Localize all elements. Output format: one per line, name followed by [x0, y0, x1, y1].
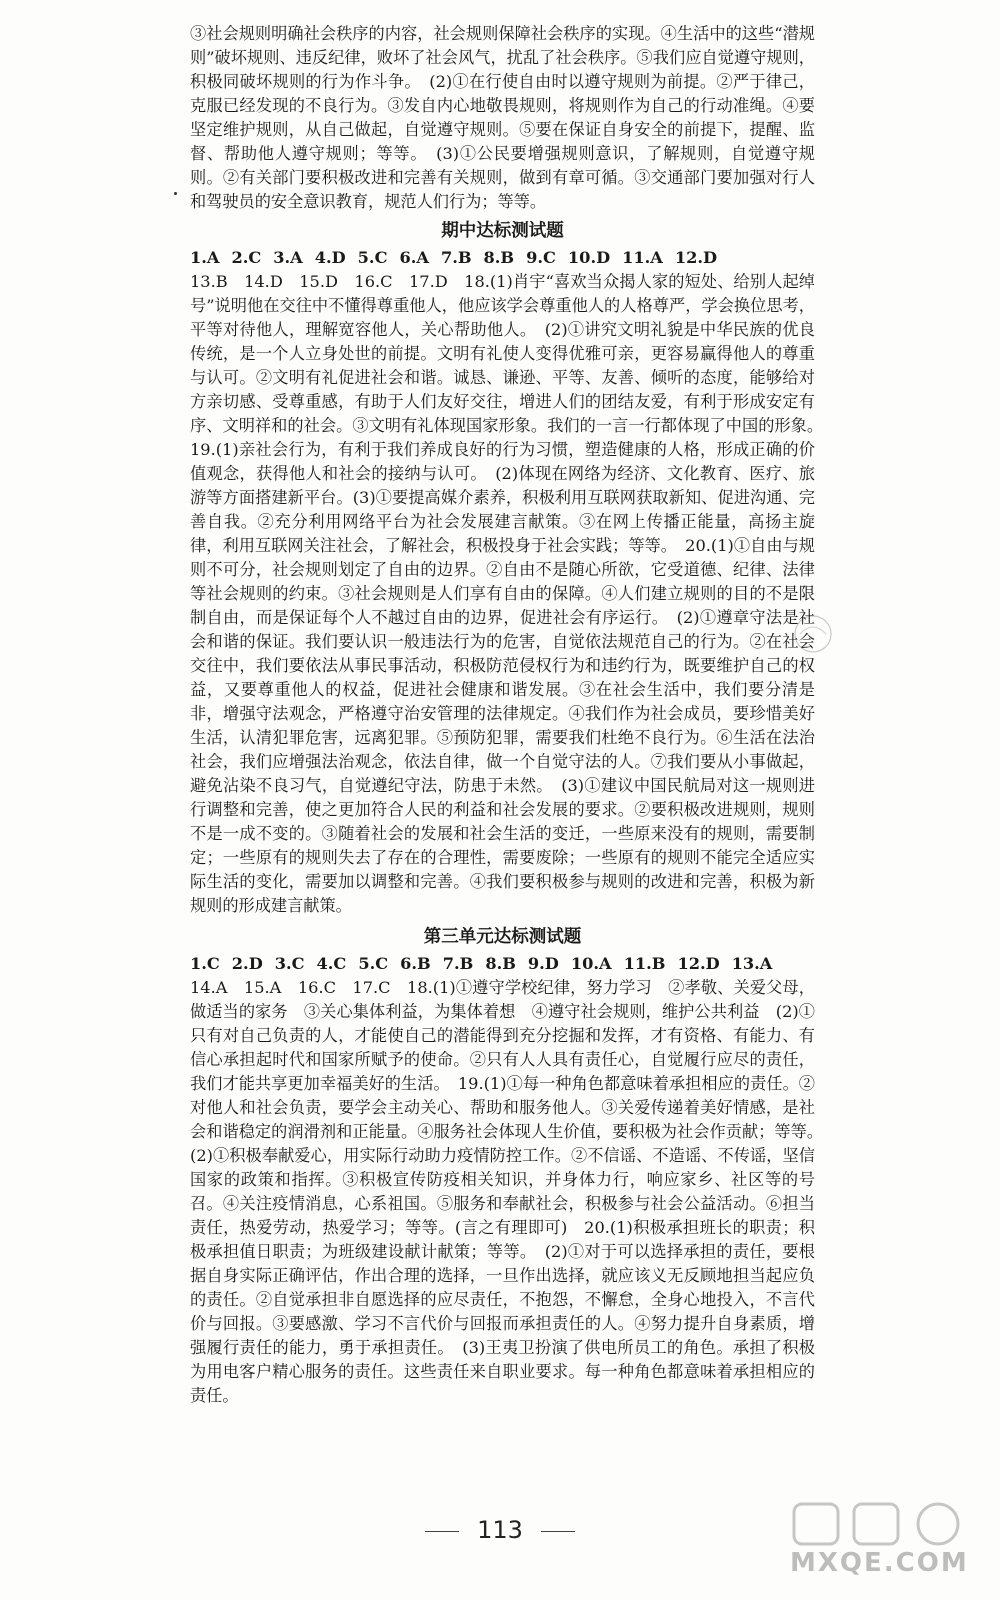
midterm-answer-body: 13.B 14.D 15.D 16.C 17.D 18.(1)肖宇“喜欢当众揭人家的短处、给别人起绰号”说明他在交往中不懂得尊重他人，他应该学会尊重他人的人格尊严，学会换位思考，平等对待他人，理解宽容他人，关心帮助他人。 (2)①讲究文明礼貌是中华民族的优良传统，是一个人立身处世的前提。文明有礼使人变得优雅可亲，更容易赢得他人的尊重与认可。②文明有礼促进社会和谐。诚恳、谦逊、平等、友善、倾听的态度，能够给对方亲切感、受尊重感，有助于人们友好交往，增进人们的团结友爱，有利于形成安定有序、文明祥和的社会。③文明有礼体现国家形象。我们的一言一行都体现了中国的形象。 19.(1)亲社会行为，有利于我们养成良好的行为习惯，塑造健康的人格，形成正确的价值观念，获得他人和社会的接纳与认可。 (2)体现在网络为经济、文化教育、医疗、旅游等方面搭建新平台。(3)①要提高媒介素养，积极利用互联网获取新知、促进沟通、完善自我。②充分利用网络平台为社会发展建言献策。③在网上传播正能量，高扬主旋律，利用互联网关注社会，了解社会，积极投身于社会实践；等等。 20.(1)①自由与规则不可分，社会规则划定了自由的边界。②自由不是随心所欲，它受道德、纪律、法律等社会规则的约束。③社会规则是人们享有自由的保障。④人们建立规则的目的不是限制自由，而是保证每个人不越过自由的边界，促进社会有序运行。 (2)①遵章守法是社会和谐的保证。我们要认识一般违法行为的危害，自觉依法规范自己的行为。②在社会交往中，我们要依法从事民事活动，积极防范侵权行为和违约行为，既要维护自己的权益，又要尊重他人的权益，促进社会健康和谐发展。③在社会生活中，我们要分清是非，增强守法观念，严格遵守治安管理的法律规定。④我们作为社会成员，要珍惜美好生活，认清犯罪危害，远离犯罪。⑤预防犯罪，需要我们杜绝不良行为。⑥生活在法治社会，我们应增强法治观念，依法自律，做一个自觉守法的人。⑦我们要从小事做起，避免沾染不良习气，自觉遵纪守法，防患于未然。 (3)①建议中国民航局对这一规则进行调整和完善，使之更加符合人民的利益和社会发展的要求。②要积极改进规则，规则不是一成不变的。③随着社会的发展和社会生活的变迁，一些原来没有的规则，需要制定；一些原有的规则失去了存在的合理性，需要废除；一些原有的规则不能完全适应实际生活的变化，需要加以调整和完善。④我们要积极参与规则的改进和完善，积极为新规则的形成建言献策。	[190, 272, 832, 915]
midterm-test-title: 期中达标测试题	[441, 221, 564, 241]
mc-answer: 2.D	[231, 954, 263, 973]
unit3-answer-body: 14.A 15.A 16.C 17.C 18.(1)①遵守学校纪律，努力学习 ②孝敬、关爱父母，做适当的家务 ③关心集体利益，为集体着想 ④遵守社会规则，维护公共利益 (2)①只有对自己负责的人，才能使自己的潜能得到充分挖掘和发挥，才有资格、有能力、有信心承担起时代和国家所赋予的使命。②只有人人具有责任心，自觉履行应尽的责任，我们才能共享更加幸福美好的生活。 19.(1)①每一种角色都意味着承担相应的责任。②对他人和社会负责，要学会主动关心、帮助和服务他人。③关爱传递着美好情感，是社会和谐稳定的润滑剂和正能量。④服务社会体现人生价值，要积极为社会作贡献；等等。 (2)①积极奉献爱心，用实际行动助力疫情防控工作。②不信谣、不造谣、不传谣，坚信国家的政策和指挥。③积极宣传防疫相关知识，并身体力行，响应家乡、社区等的号召。④关注疫情消息，心系祖国。⑤服务和奉献社会，积极参与社会公益活动。⑥担当责任，热爱劳动，热爱学习；等等。(言之有理即可) 20.(1)积极承担班长的职责；积极承担值日职责；为班级建设献计献策；等等。 (2)①对于可以选择承担的责任，要根据自身实际正确评估，作出合理的选择，一旦作出选择，就应该义无反顾地担当起应负的责任。②自觉承担非自愿选择的应尽责任，不抱怨，不懈怠，全身心地投入，不言代价与回报。③要感激、学习不言代价与回报而承担责任的人。④努力提升自身素质，增强履行责任的能力，勇于承担责任。 (3)王夷卫扮演了供电所员工的角色。承担了积极为用电客户精心服务的责任。这些责任来自职业要求。每一种角色都意味着承担相应的责任。	[190, 978, 832, 1405]
mc-answer: 6.B	[400, 954, 431, 973]
mc-answer: 4.D	[314, 248, 346, 267]
mc-answer: 9.C	[526, 248, 556, 267]
mc-answer: 9.D	[527, 954, 559, 973]
mc-answer: 8.B	[485, 954, 516, 973]
mc-answer: 3.C	[274, 954, 305, 973]
mc-answer: 10.A	[570, 954, 612, 973]
scan-speck	[174, 192, 177, 195]
mc-answer: 12.D	[674, 248, 718, 267]
mc-answer: 5.C	[358, 954, 389, 973]
unit3-mc-answers	[190, 952, 815, 976]
intro-answer-paragraph: ③社会规则明确社会秩序的内容，社会规则保障社会秩序的实现。④生活中的这些“潜规则”破坏规则、违反纪律，败坏了社会风气，扰乱了社会秩序。⑤我们应自觉遵守规则，积极同破坏规则的行为作斗争。 (2)①在行使自由时以遵守规则为前提。②严于律己，克服已经发现的不良行为。③发自内心地敬畏规则，将规则作为自己的行动准绳。④要坚定维护规则，从自己做起，自觉遵守规则。⑤要在保证自身安全的前提下，提醒、监督、帮助他人遵守规则；等等。 (3)①公民要增强规则意识，了解规则，自觉遵守规则。②有关部门要积极改进和完善有关规则，做到有章可循。③交通部门要加强对行人和驾驶员的安全意识教育，规范人们行为；等等。	[190, 24, 815, 211]
mc-answer: 5.C	[357, 248, 388, 267]
mc-answer: 4.C	[316, 954, 347, 973]
watermark-url: MXQE.COM	[790, 1548, 969, 1578]
mc-answer: 10.D	[567, 248, 611, 267]
page-number-left-dash	[425, 1531, 459, 1532]
mc-answer: 3.A	[273, 248, 303, 267]
answer-content	[190, 22, 832, 1408]
mc-answer: 7.B	[440, 248, 472, 267]
mc-answer: 1.C	[190, 954, 220, 973]
page-number-right-dash	[541, 1531, 575, 1532]
mc-answer: 13.A	[731, 954, 773, 973]
unit3-test-title: 第三单元达标测试题	[423, 927, 582, 947]
mc-answer: 6.A	[399, 248, 429, 267]
mc-answer: 2.C	[231, 248, 262, 267]
midterm-mc-answers	[190, 246, 815, 270]
site-watermark	[772, 1500, 972, 1582]
mc-answer: 12.D	[677, 954, 720, 973]
watermark-logo	[792, 1500, 962, 1548]
mc-answer: 8.B	[483, 248, 515, 267]
mc-answer: 7.B	[442, 954, 474, 973]
page-number-value: 113	[477, 1516, 523, 1544]
mc-answer: 11.A	[622, 248, 663, 267]
mc-answer: 1.A	[190, 248, 220, 267]
mc-answer: 11.B	[623, 954, 666, 973]
